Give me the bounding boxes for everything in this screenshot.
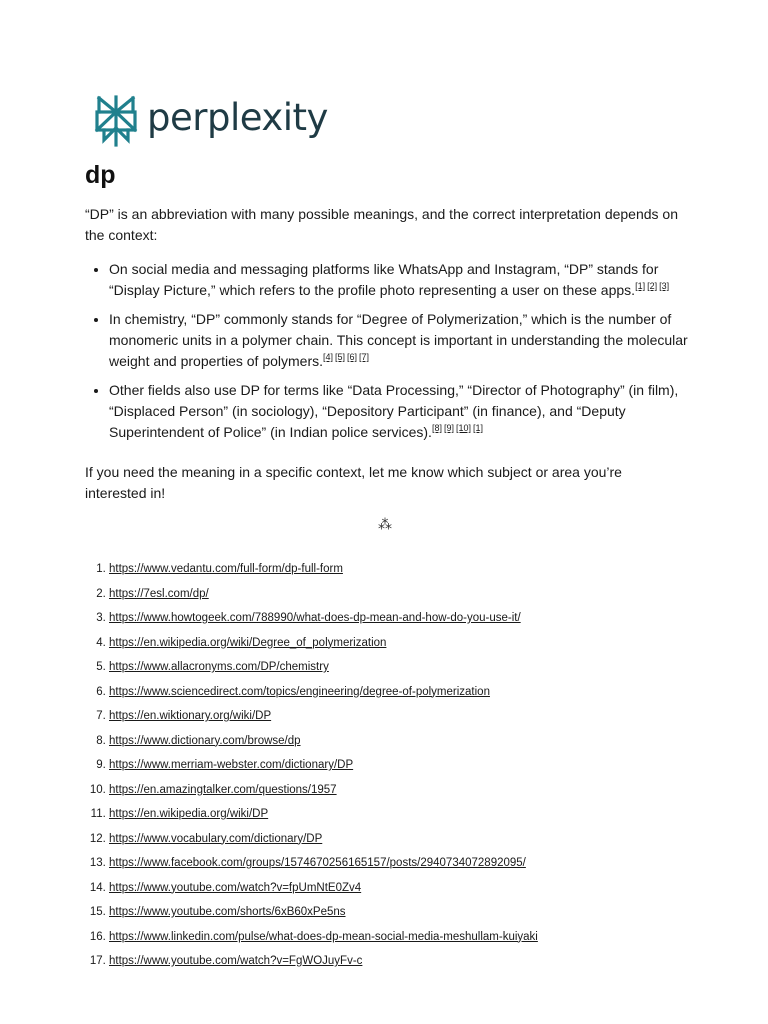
citation-link[interactable]: [1] <box>473 423 484 434</box>
reference-link[interactable]: https://www.facebook.com/groups/1574670256165157/posts/2940734072892095/ <box>109 857 526 869</box>
perplexity-logo-icon <box>94 95 138 147</box>
citation-link[interactable]: [5] <box>335 352 346 363</box>
list-item-text: In chemistry, “DP” commonly stands for “Degree of Polymerization,” which is the number of monomeric units in a polymer chain. This concept is important in understanding the molecular weight and properties of polymers. <box>109 311 688 369</box>
perplexity-logo <box>94 93 328 148</box>
citation-link[interactable]: [3] <box>659 281 670 292</box>
list-item-text: On social media and messaging platforms like WhatsApp and Instagram, “DP” stands for “Display Picture,” which refers to the profile photo representing a user on these apps. <box>109 261 659 298</box>
reference-item <box>109 827 749 852</box>
reference-link[interactable]: https://en.amazingtalker.com/questions/1957 <box>109 783 337 796</box>
reference-link[interactable]: https://www.vedantu.com/full-form/dp-full-form <box>109 563 343 575</box>
citation-link[interactable]: [7] <box>359 352 370 363</box>
reference-item <box>109 876 749 901</box>
brand-name: perplexity <box>147 96 328 139</box>
reference-item <box>109 851 749 876</box>
citation-link[interactable]: [6] <box>347 352 358 363</box>
section-divider: ⁂ <box>378 517 392 533</box>
reference-item <box>109 680 749 705</box>
citation-link[interactable]: [8] <box>431 423 442 434</box>
reference-item <box>109 606 749 631</box>
reference-item <box>109 925 749 950</box>
citation-link[interactable]: [10] <box>455 423 471 434</box>
citation-link[interactable]: [1] <box>635 281 646 292</box>
reference-item <box>109 778 749 803</box>
reference-link[interactable]: https://www.youtube.com/shorts/6xB60xPe5ns <box>109 906 346 918</box>
reference-item <box>109 802 749 827</box>
reference-link[interactable]: https://7esl.com/dp/ <box>109 587 209 600</box>
citation-link[interactable]: [4] <box>323 352 334 363</box>
reference-link[interactable]: https://www.dictionary.com/browse/dp <box>109 734 301 747</box>
list-item <box>109 309 709 372</box>
reference-link[interactable]: https://www.vocabulary.com/dictionary/DP <box>109 832 323 845</box>
reference-item <box>109 949 749 974</box>
reference-item <box>109 900 749 925</box>
reference-item <box>109 582 749 607</box>
reference-link[interactable]: https://www.youtube.com/watch?v=fpUmNtE0Zv4 <box>109 881 362 894</box>
reference-link[interactable]: https://www.linkedin.com/pulse/what-does-dp-mean-social-media-meshullam-kuiyaki <box>109 930 538 943</box>
citation-group <box>432 423 485 433</box>
citation-group <box>635 281 671 291</box>
reference-item <box>109 729 749 754</box>
citation-link[interactable]: [9] <box>443 423 454 434</box>
list-item <box>109 259 709 301</box>
reference-item <box>109 704 749 729</box>
reference-item <box>109 753 749 778</box>
reference-link[interactable]: https://www.merriam-webster.com/dictionary/DP <box>109 759 354 771</box>
reference-link[interactable]: https://www.sciencedirect.com/topics/engineering/degree-of-polymerization <box>109 685 490 698</box>
reference-item <box>109 557 749 582</box>
references-list <box>85 557 749 974</box>
reference-item <box>109 655 749 680</box>
list-item-text: Other fields also use DP for terms like “Data Processing,” “Director of Photography” (in film), “Displaced Person” (in sociology), “Depository Participant” (in finance), and “Deputy Superintendent of Police” (in Indian police services). <box>109 382 679 440</box>
citation-link[interactable]: [2] <box>647 281 658 292</box>
citation-group <box>323 352 371 362</box>
outro-paragraph: If you need the meaning in a specific context, let me know which subject or area you’re interested in! <box>85 464 622 501</box>
intro-paragraph: “DP” is an abbreviation with many possible meanings, and the correct interpretation depends on the context: <box>85 206 678 243</box>
reference-item <box>109 631 749 656</box>
list-item <box>109 380 709 443</box>
reference-link[interactable]: https://en.wikipedia.org/wiki/Degree_of_polymerization <box>109 636 387 649</box>
reference-link[interactable]: https://en.wiktionary.org/wiki/DP <box>109 710 272 722</box>
reference-link[interactable]: https://www.howtogeek.com/788990/what-does-dp-mean-and-how-do-you-use-it/ <box>109 612 521 624</box>
reference-link[interactable]: https://en.wikipedia.org/wiki/DP <box>109 808 269 820</box>
reference-link[interactable]: https://www.allacronyms.com/DP/chemistry <box>109 661 329 673</box>
page-title: dp <box>85 161 116 189</box>
meanings-list <box>85 259 709 451</box>
reference-link[interactable]: https://www.youtube.com/watch?v=FgWOJuyFv-c <box>109 955 363 967</box>
